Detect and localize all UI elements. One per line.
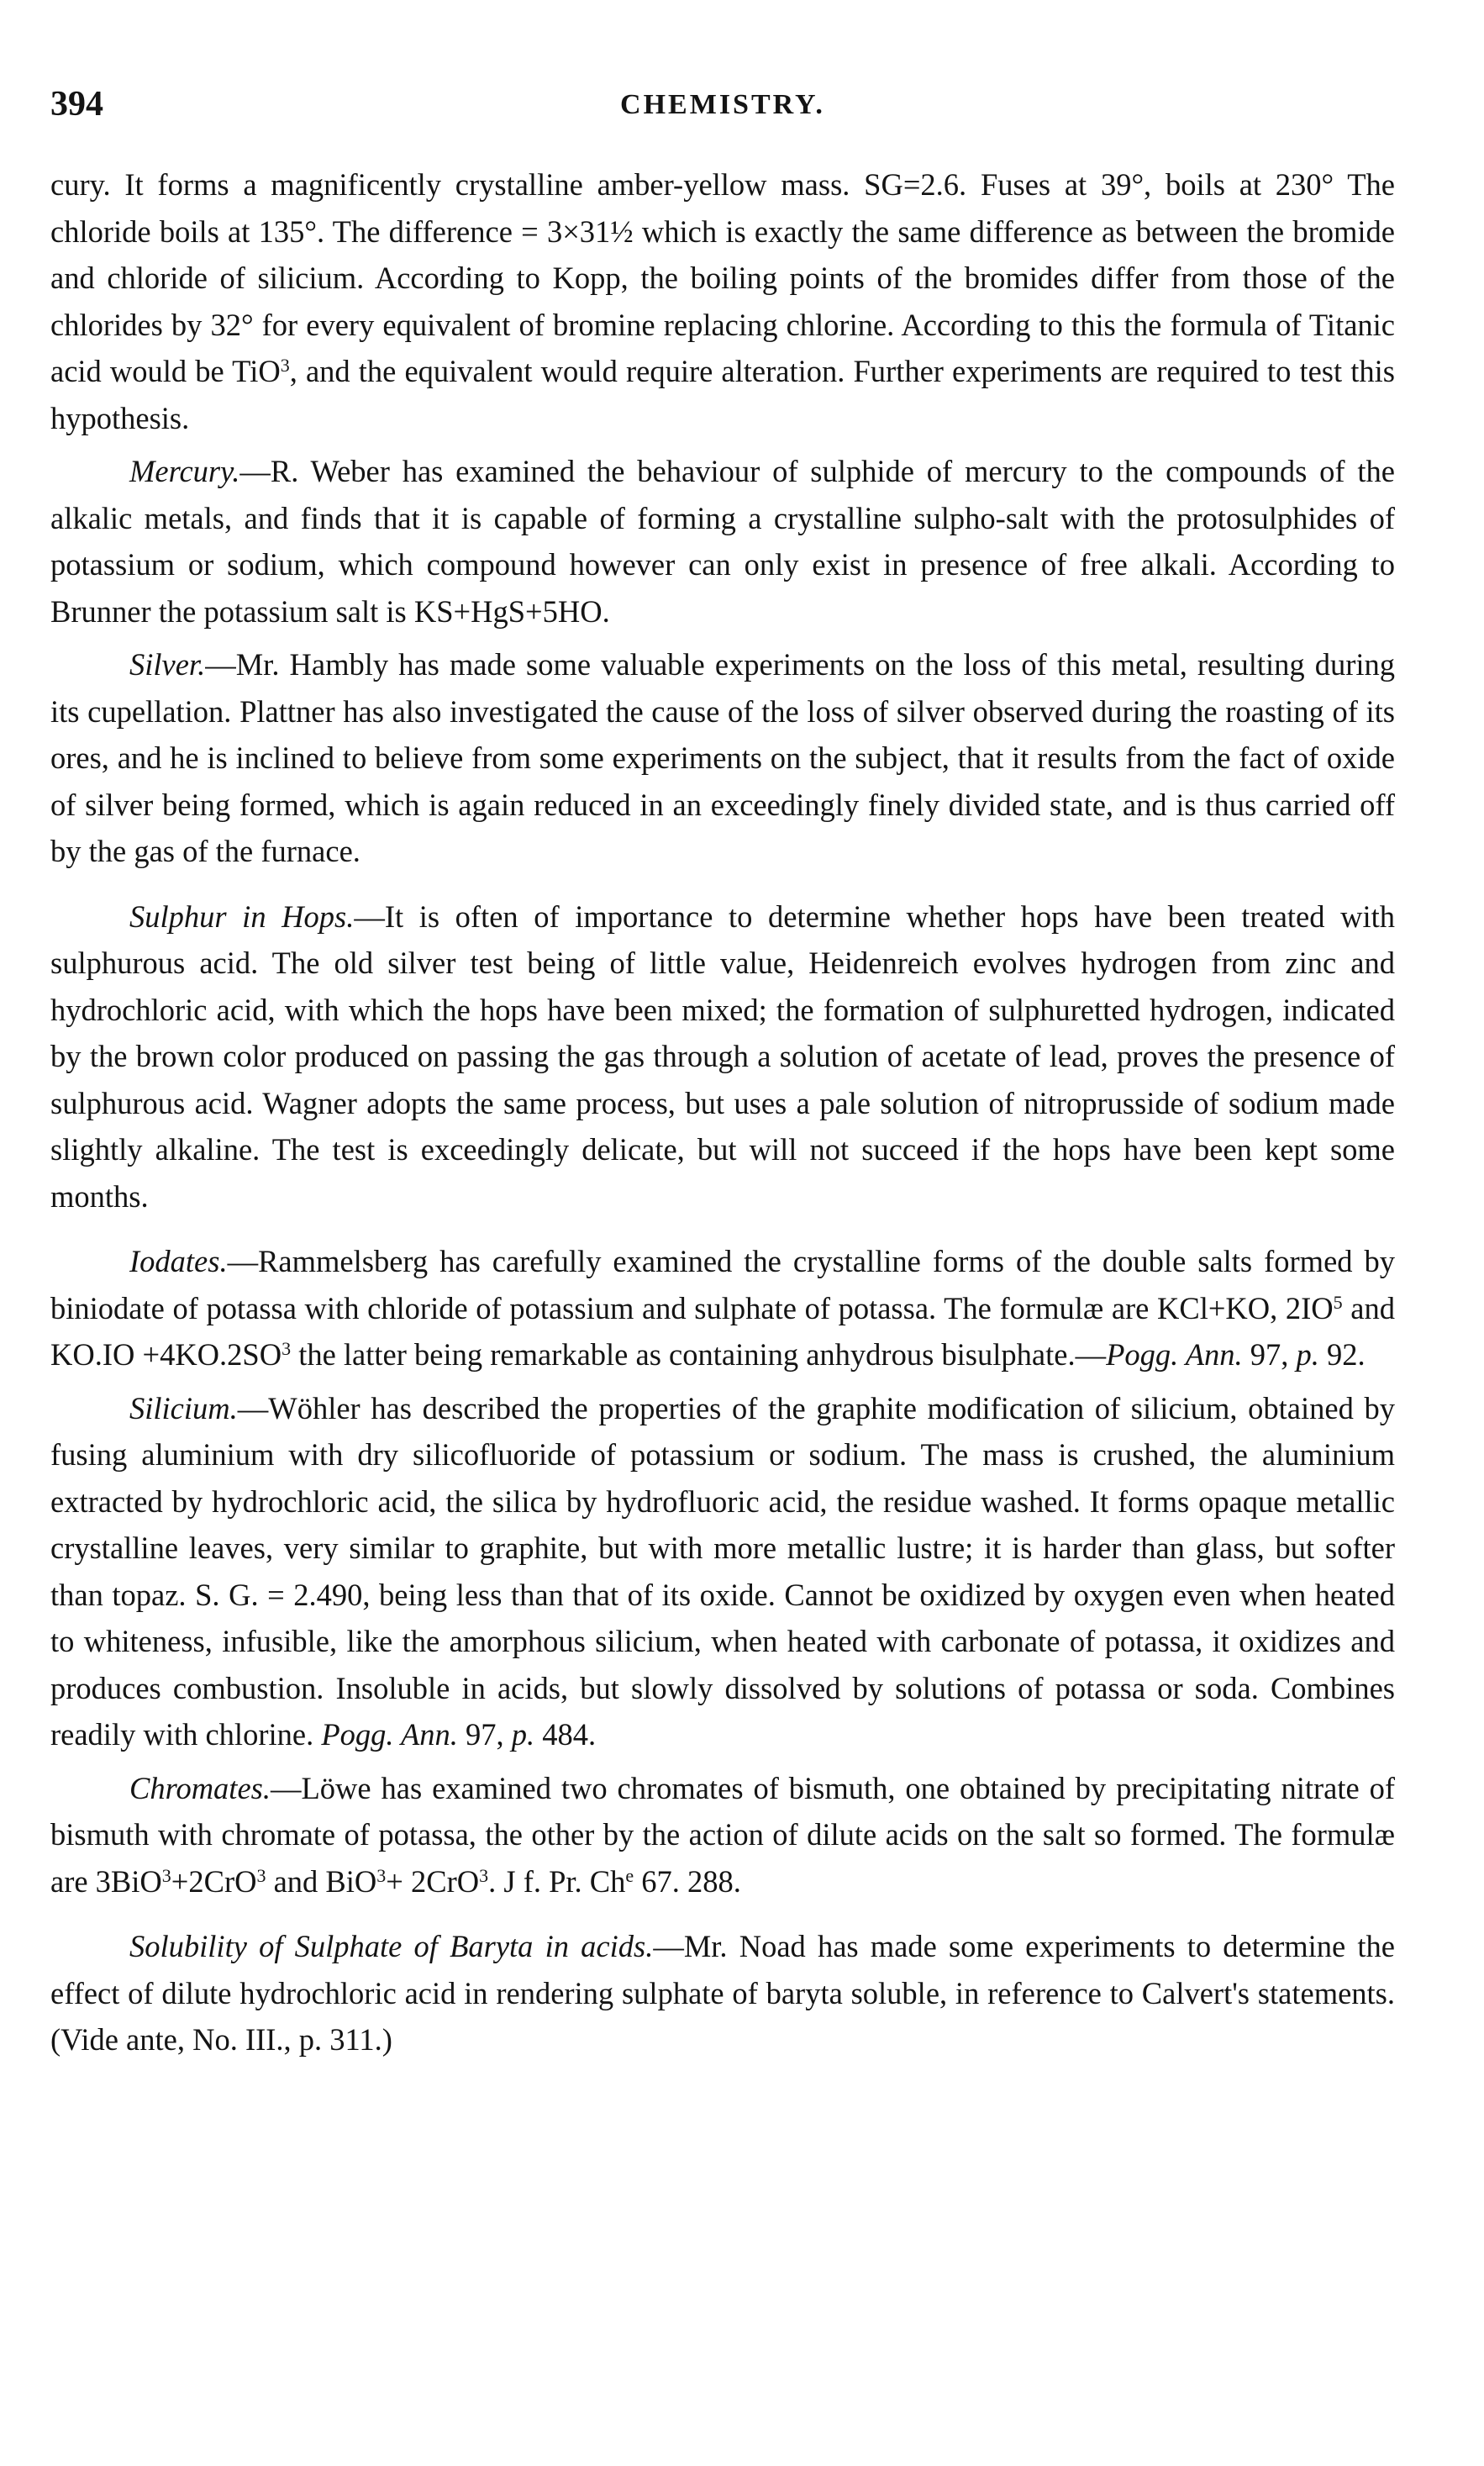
citation-journal: Pogg. Ann. [1106, 1337, 1243, 1372]
paragraph-titanium-continued: cury. It forms a magnificently crystalline amber-yellow mass. SG=2.6. Fuses at 39°, boils at 230° The chloride boils at 135°. The difference = 3×31½ which is exactly the same difference as between the bromide and chloride of silicium. According to Kopp, the boiling points of the bromides differ from those of the chlorides by 32° for every equivalent of bromine replacing chlorine. According to this the formula of Titanic acid would be TiO$^3$, and the equivalent would require alteration. Further experiments are required to test this hypothesis. [50, 167, 1395, 435]
paragraph-chromates: Chromates.—Löwe has examined two chromates of bismuth, one obtained by precipitating nitrate of bismuth with chromate of potassa, the other by the action of dilute acids on the salt so formed. The formulæ are 3BiO$^3$+2CrO$^3$ and BiO$^3$+ 2CrO$^3$. J f. Pr. Ch$^e$ 67. 288. [50, 1770, 1395, 1899]
section-heading-silicium: Silicium. [129, 1390, 238, 1425]
paragraph-mercury: Mercury.—R. Weber has examined the behaviour of sulphide of mercury to the compounds of the alkalic metals, and finds that it is capable of forming a crystalline sulpho-salt with the protosulphides of potassium or sodium, which compound however can only exist in presence of free alkali. According to Brunner the potassium salt is KS+HgS+5HO. [50, 454, 1395, 629]
section-heading-silver: Silver. [129, 647, 206, 682]
section-heading-chromates: Chromates. [129, 1770, 271, 1805]
page-number: 394 [50, 85, 103, 124]
page-header [50, 84, 1395, 143]
section-heading-sulphur: Sulphur in Hops. [129, 898, 355, 934]
running-title: CHEMISTRY. [620, 89, 825, 120]
paragraph-silicium: Silicium.—Wöhler has described the properties of the graphite modification of silicium, obtained by fusing aluminium with dry silicofluoride of potassium or sodium. The mass is crushed, the aluminium extracted by hydrochloric acid, the silica by hydrofluoric acid, the residue washed. It forms opaque metallic crystalline leaves, very similar to graphite, but with more metallic lustre; it is harder than glass, but softer than topaz. S. G. = 2.490, being less than that of its oxide. Cannot be oxidized by oxygen even when heated to whiteness, infusible, like the amorphous silicium, when heated with carbonate of potassa, it oxidizes and produces combustion. Insoluble in acids, but slowly dissolved by solutions of potassa or soda. Combines readily with chlorine. Pogg. Ann. 97, p. 484. [50, 1390, 1395, 1752]
paragraph-sulphur-in-hops: Sulphur in Hops.—It is often of importance to determine whether hops have been treated with sulphurous acid. The old silver test being of little value, Heidenreich evolves hydrogen from zinc and hydrochloric acid, with which the hops have been mixed; the formation of sulphuretted hydrogen, indicated by the brown color produced on passing the gas through a solution of acetate of lead, proves the presence of sulphurous acid. Wagner adopts the same process, but uses a pale solution of nitroprusside of sodium made slightly alkaline. The test is exceedingly delicate, but will not succeed if the hops have been kept some months. [50, 898, 1395, 1214]
section-heading-mercury: Mercury. [129, 454, 240, 488]
citation-journal: Pogg. Ann. [321, 1717, 458, 1752]
section-heading-baryta: Solubility of Sulphate of Baryta in acids. [129, 1929, 654, 1963]
paragraph-silver: Silver.—Mr. Hambly has made some valuable experiments on the loss of this metal, resulting during its cupellation. Plattner has also investigated the cause of the loss of silver observed during the roasting of its ores, and he is inclined to believe from some experiments on the subject, that it results from the fact of oxide of silver being formed, which is again reduced in an exceedingly finely divided state, and is thus carried off by the gas of the furnace. [50, 647, 1395, 868]
section-heading-iodates: Iodates. [129, 1244, 228, 1278]
paragraph-baryta-solubility: Solubility of Sulphate of Baryta in acids.—Mr. Noad has made some experiments to determine the effect of dilute hydrochloric acid in rendering sulphate of baryta soluble, in reference to Calvert's statements. (Vide ante, No. III., p. 311.) [50, 1929, 1395, 2057]
page [50, 84, 1395, 2070]
paragraph-iodates: Iodates.—Rammelsberg has carefully examined the crystalline forms of the double salts formed by biniodate of potassa with chloride of potassium and sulphate of potassa. The formulæ are KCl+KO, $2IO^5$ and $KO.IO +4KO.2SO^3$ the latter being remarkable as containing anhydrous bisulphate.—Pogg. Ann. 97, p. 92. [50, 1244, 1395, 1372]
article-body [50, 161, 1395, 2063]
